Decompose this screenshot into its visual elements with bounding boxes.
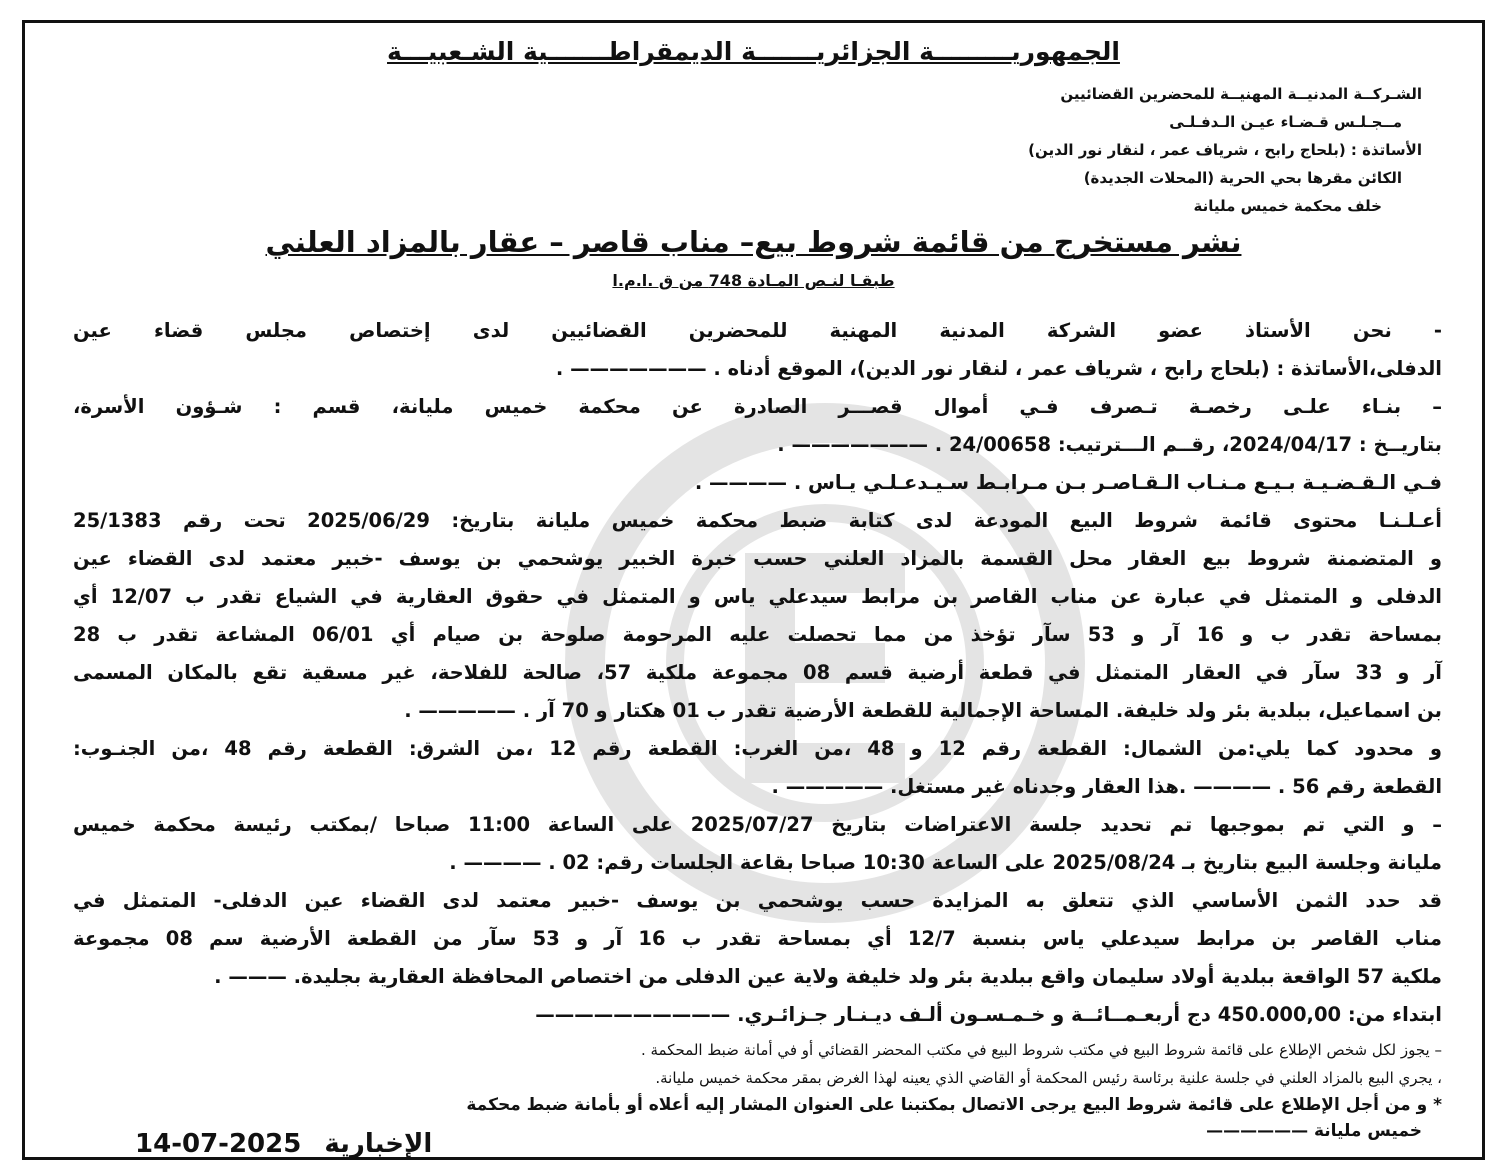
body-line: آر و 33 سآر في العقار المتمثل في قطعة أرضية قسم 08 مجموعة ملكية 57، صالحة للفلاحة، غير مسقية تقع بالمكان المسمى (73, 661, 1442, 684)
body-line: - نحن الأستاذ عضو الشركة المدنية المهنية للمحضرين القضائيين لدى إختصاص مجلس قضاء عين (73, 319, 1442, 342)
council-name: مــجـلـس قـضـاء عيـن الـدفـلـى (1169, 113, 1402, 131)
body-line: القطعة رقم 56 . ———— .هذا العقار وجدناه غير مستغل. ————— . (771, 775, 1442, 798)
price-line: ابتداء من: 450.000,00 دج أربعـمــائــة و خـمـسـون ألـف ديـنـار جـزائـري. —————————— (535, 1003, 1442, 1026)
body-line: قد حدد الثمن الأساسي الذي تتعلق به المزايدة حسب يوشحمي بن يوسف -خبير معتمد لدى القضاء عين الدفلى- المتمثل في (73, 889, 1442, 912)
notice-title: نشر مستخرج من قائمة شروط بيع– مناب قاصر – عقار بالمزاد العلني (265, 225, 1242, 259)
document-body (25, 23, 1482, 1157)
company-location: خلف محكمة خميس مليانة (1193, 197, 1382, 215)
lawyers-names: الأساتذة : (بلحاج رابح ، شرياف عمر ، لنقار نور الدين) (1028, 141, 1422, 159)
consultation-note: – يجوز لكل شخص الإطلاع على قائمة شروط البيع في مكتب شروط البيع في مكتب المحضر القضائي أو في أمانة ضبط المحكمة . (640, 1041, 1442, 1059)
company-address: الكائن مقرها بحي الحرية (المحلات الجديدة) (1083, 169, 1402, 187)
body-line: الدفلى،الأساتذة : (بلحاج رابح ، شرياف عمر ، لنقار نور الدين)، الموقع أدناه . ——————— . (555, 357, 1442, 380)
republic-heading: الجمهوريـــــــــة الجزائريـــــــة الديمقراطـــــــية الشـعبيـــة (387, 37, 1120, 66)
body-line: ملكية 57 الواقعة ببلدية أولاد سليمان واقع ببلدية بئر ولد خليفة ولاية عين الدفلى من اختصاص المحافظة العقارية بجليدة. ——— . (214, 965, 1442, 988)
newspaper-name: الإخبارية (324, 1129, 433, 1159)
body-line: – و التي تم بموجبها تم تحديد جلسة الاعتراضات بتاريخ 2025/07/27 على الساعة 11:00 صباحا /بمكتب رئيسة محكمة خميس (73, 813, 1442, 836)
body-line: بن اسماعيل، ببلدية بئر ولد خليفة. المساحة الإجمالية للقطعة الأرضية تقدر ب 01 هكتار و 70 آر . ————— . (404, 699, 1442, 722)
body-line: مليانة وجلسة البيع بتاريخ بـ 2025/08/24 على الساعة 10:30 صباحا بقاعة الجلسات رقم: 02 . ———— . (449, 851, 1442, 874)
body-line: مناب القاصر بن مرابط سيدعلي ياس بنسبة 12/7 أي بمساحة تقدر ب 16 آر و 53 سآر من القطعة الأرضية سم 08 مجموعة (73, 927, 1442, 950)
body-line: بمساحة تقدر ب و 16 آر و 53 سآر تؤخذ من مما تحصلت عليه المرحومة صلوحة بن صيام أي 06/01 المشاعة تقدر ب 28 (73, 623, 1442, 646)
publication-date: 2025-07-14 (135, 1129, 302, 1159)
body-line: بتاريــخ : 2024/04/17، رقــم الـــترتيب: 24/00658 . ——————— . (777, 433, 1442, 456)
body-line: – بنـاء علـى رخصـة تـصرف فـي أموال قصـــر الصادرة عن محكمة خميس مليانة، قسم : شـؤون الأسرة، (73, 395, 1442, 418)
contact-note: * و من أجل الإطلاع على قائمة شروط البيع يرجى الاتصال بمكتبنا على العنوان المشار إليه أعلاه أو بأمانة ضبط محكمة (466, 1095, 1442, 1115)
newspaper-footer (135, 1131, 432, 1157)
body-line: فـي الـقـضـيـة بـيـع مـنـاب الـقـاصـر بـن مـرابـط سـيـدعـلـي يـاس . ———— . (694, 471, 1442, 494)
body-line: الدفلى و المتمثل في عبارة عن مناب القاصر بن مرابط سيدعلي ياس و المتمثل في حقوق العقارية في الشياع تقدر ب 12/07 أي (73, 585, 1442, 608)
auction-note: ، يجري البيع بالمزاد العلني في جلسة علنية برئاسة رئيس المحكمة أو القاضي الذي يعينه لهذا الغرض بمقر محكمة خميس مليانة. (655, 1069, 1442, 1087)
body-line: أعـلـنـا محتوى قائمة شروط البيع المودعة لدى كتابة ضبط محكمة خميس مليانة بتاريخ: 2025/06/29 تحت رقم 25/1383 (73, 509, 1442, 532)
contact-note-end: خميس مليانة —————— (1206, 1121, 1422, 1141)
body-line: و محدود كما يلي:من الشمال: القطعة رقم 12 و 48 ،من الغرب: القطعة رقم 12 ،من الشرق: القطعة رقم 48 ،من الجنـوب: (73, 737, 1442, 760)
legal-reference: طبقـا لنـص المـادة 748 من ق .ا.م.ا (612, 271, 895, 290)
body-line: و المتضمنة شروط بيع العقار محل القسمة بالمزاد العلني حسب خبرة الخبير يوشحمي بن يوسف -خبير معتمد لدى القضاء عين (73, 547, 1442, 570)
company-name: الشـركــة المدنيــة المهنيــة للمحضرين القضائيين (1060, 85, 1422, 103)
document-frame (22, 20, 1485, 1160)
